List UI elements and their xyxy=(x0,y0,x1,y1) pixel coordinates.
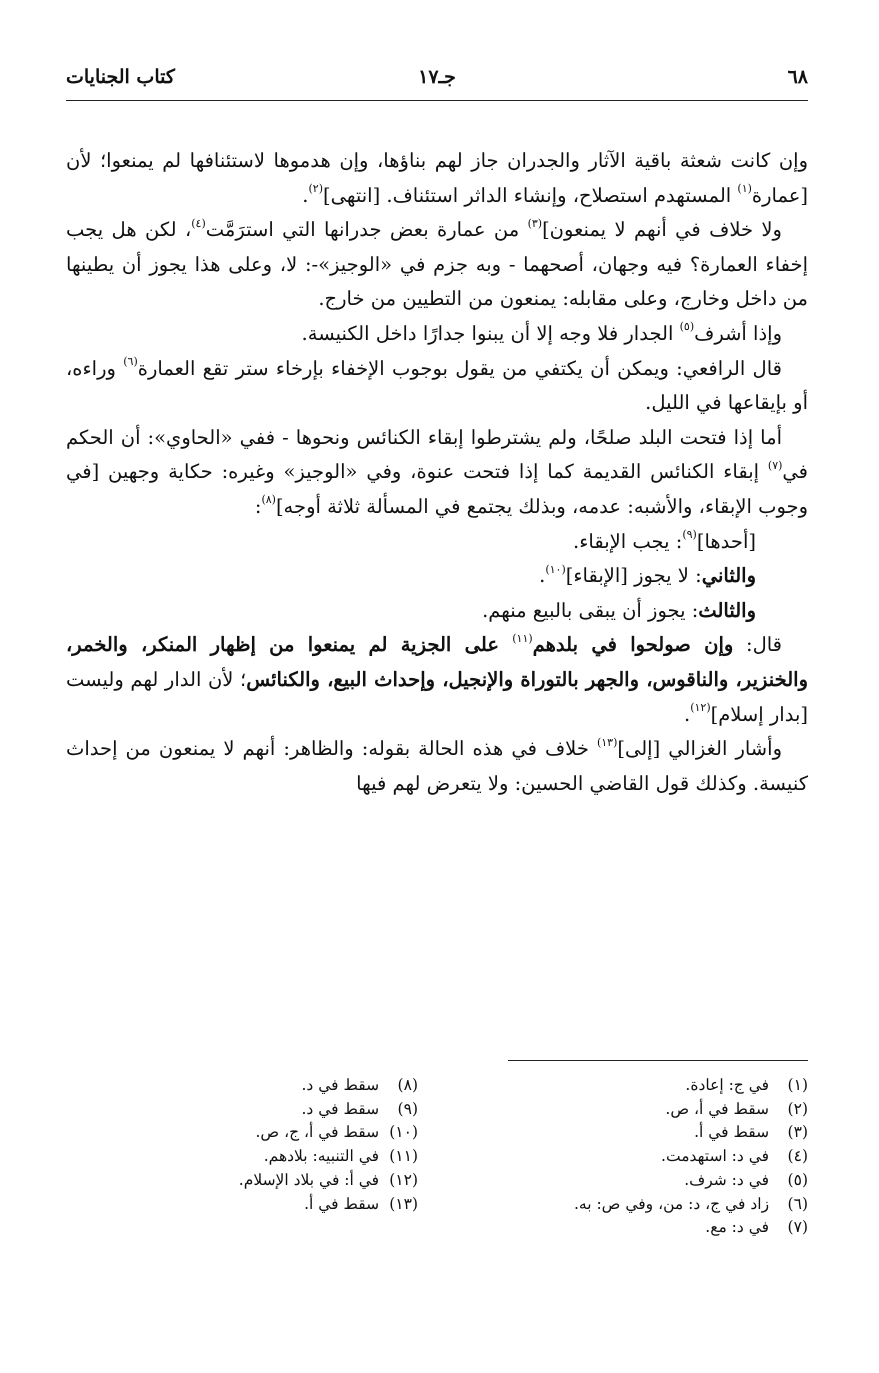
footnote-item: (١١) في التنبيه: بلادهم. xyxy=(263,1147,418,1166)
footnote-column-right xyxy=(488,1074,808,1240)
paragraph-5: أما إذا فتحت البلد صلحًا، ولم يشترطوا إبقاء الكنائس ونحوها - ففي «الحاوي»: أن الحكم في$^{(٧)}$ إبقاء الكنائس القديمة كما إذا فتحت عنوة، وفي «الوجيز» وغيره: حكاية وجهين [في وجوب الإبقاء، والأشبه: عدمه، وبذلك يجتمع في المسألة ثلاثة أوجه]$^{(٨)}$: xyxy=(66,425,808,518)
footnote-ref: (١٢) xyxy=(690,701,711,714)
page-number: ٦٨ xyxy=(787,66,808,88)
footnote-ref: (٢) xyxy=(308,182,323,196)
book-title: كتاب الجنايات xyxy=(66,66,175,88)
footnote-ref: (٧) xyxy=(767,458,783,472)
footnote-ref: (١٠) xyxy=(545,562,566,576)
footnote-item: (٤) في د: استهدمت. xyxy=(661,1147,808,1166)
footnote-ref: (٥) xyxy=(679,320,695,334)
volume-number: جـ١٧ xyxy=(418,66,456,88)
footnote-ref: (١) xyxy=(737,182,752,196)
footnote-item: (٣) سقط في أ. xyxy=(694,1123,808,1142)
paragraph-1: وإن كانت شعثة باقية الآثار والجدران جاز لهم بناؤها، وإن هدموها لاستئنافها لم يمنعوا؛ لأن [عمارة$^{(١)}$ المستهدم استصلاح، وإنشاء الداثر استئناف. [انتهى]$^{(٢)}$. xyxy=(66,149,808,207)
main-text xyxy=(66,144,808,801)
footnote-item: (٥) في د: شرف. xyxy=(684,1170,808,1189)
footnote-item: (٩) سقط في د. xyxy=(301,1099,418,1118)
footnote-item: (١٣) سقط في أ. xyxy=(304,1194,418,1213)
footnote-rule xyxy=(508,1060,808,1061)
paragraph-2: ولا خلاف في أنهم لا يمنعون]$^{(٣)}$ من عمارة بعض جدرانها التي استرَمَّت$^{(٤)}$، لكن هل يجب إخفاء العمارة؟ فيه وجهان، أصحهما - وبه جزم في «الوجيز»-: لا، وعلى هذا يجوز أن يطينها من داخل وخارج، وعلى مقابله: يمنعون من التطيين من خارج. xyxy=(66,216,808,311)
footnote-item: (١) في ج: إعادة. xyxy=(685,1076,808,1094)
paragraph-3: وإذا أشرف$^{(٥)}$ الجدار فلا وجه إلا أن يبنوا جدارًا داخل الكنيسة. xyxy=(301,320,782,345)
footnote-ref: (٤) xyxy=(191,216,206,230)
footnote-ref: (٣) xyxy=(527,216,543,230)
paragraph-8: والثالث: يجوز أن يبقى بالبيع منهم. xyxy=(482,598,756,622)
footnote-item: (٢) سقط في أ، ص. xyxy=(665,1099,808,1118)
footnote-item: (٦) زاد في ج، د: من، وفي ص: به. xyxy=(573,1194,808,1213)
paragraph-10: وأشار الغزالي [إلى]$^{(١٣)}$ خلاف في هذه الحالة بقوله: والظاهر: أنهم لا يمنعون من إحداث كنيسة. وكذلك قول القاضي الحسين: ولا يتعرض لهم فيها xyxy=(66,735,808,795)
running-header xyxy=(66,62,808,102)
footnote-ref: (٨) xyxy=(261,493,276,507)
header-rule xyxy=(66,100,808,101)
footnote-ref: (٦) xyxy=(123,355,138,369)
footnote-ref: (٩) xyxy=(682,528,697,542)
paragraph-7: والثاني: لا يجوز [الإبقاء]$^{(١٠)}$. xyxy=(539,562,756,588)
page xyxy=(66,62,808,1237)
footnote-ref: (١٣) xyxy=(596,735,618,749)
footnote-ref: (١١) xyxy=(512,631,533,645)
footnote-column-left xyxy=(98,1074,418,1216)
footnote-item: (١٠) سقط في أ، ج، ص. xyxy=(255,1123,418,1142)
paragraph-9: قال: وإن صولحوا في بلدهم$^{(١١)}$ على الجزية لم يمنعوا من إظهار المنكر، والخمر، والخنزير، والناقوس، والجهر بالتوراة والإنجيل، وإحداث البيع، والكنائس؛ لأن الدار لهم وليست [بدار إسلام]$^{(١٢)}$. xyxy=(66,631,808,726)
paragraph-4: قال الرافعي: ويمكن أن يكتفي من يقول بوجوب الإخفاء بإرخاء ستر تقع العمارة$^{(٦)}$ وراءه، أو بإيقاعها في الليل. xyxy=(66,355,808,415)
footnote-item: (١٢) في أ: في بلاد الإسلام. xyxy=(238,1170,418,1189)
footnote-item: (٨) سقط في د. xyxy=(301,1076,418,1094)
paragraph-6: [أحدها]$^{(٩)}$: يجب الإبقاء. xyxy=(573,528,756,553)
footnote-item: (٧) في د: مع. xyxy=(705,1218,808,1237)
